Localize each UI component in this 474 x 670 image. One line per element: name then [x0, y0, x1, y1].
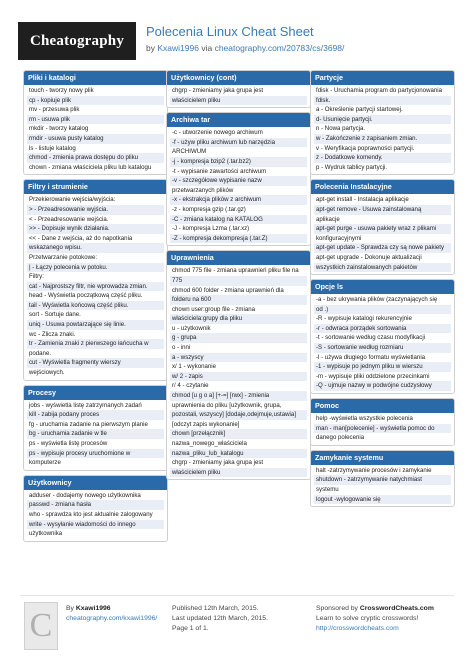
cheat-line: wskazanego wpisu. [27, 243, 164, 253]
cheat-line: Przekierowanie wejścia/wyjścia: [29, 196, 116, 204]
section-filtry-i-strumienie [23, 179, 168, 380]
section-title: Procesy [24, 386, 167, 400]
cheat-line: chmod [u g o a] [+-=] [rwx] - zmienia [170, 391, 307, 401]
cheat-line: > - Przeadresowanie wyjścia. [27, 205, 164, 215]
cheat-line: nazwa_nowego_właściciela [172, 440, 247, 447]
cheat-line: użytkownika [29, 530, 63, 538]
section-body [311, 465, 454, 506]
cheat-line: -a - bez ukrywania plików (zaczynających się [316, 296, 438, 304]
byline [146, 43, 344, 53]
section-body [24, 400, 167, 470]
section-title: Pliki i katalogi [24, 71, 167, 85]
section-body [24, 194, 167, 379]
cheat-line: -x - ekstrakcja plików z archiwum [170, 195, 307, 205]
cheat-line: -j - kompresja bzip2 (.tar.bz2) [170, 157, 307, 167]
by-prefix: by [146, 43, 155, 53]
cheat-line: tr - Zamienia znaki z pierwszego łańcucha w [27, 339, 164, 349]
cheat-line: z - Dodatkowe komendy. [314, 153, 451, 163]
cheat-line: cat - Najprostszy filtr, nie wprowadza zmian. [27, 282, 164, 292]
cheat-line: -C - zmiana katalog na KATALOG [170, 215, 307, 225]
sponsor-prefix: Sponsored by [316, 605, 358, 612]
section-body [167, 265, 310, 479]
cheat-line: kill - zabija podany proces [27, 410, 164, 420]
cheat-line: -t - sortowanie według czasu modyfikacji [316, 334, 426, 342]
cheat-line: od .) [314, 305, 451, 315]
cheat-line: adduser - dodajemy nowego użytkownika [29, 491, 141, 499]
footer-author-link[interactable]: cheatography.com/kxawi1996/ [66, 615, 158, 622]
cheat-line: wejściowych. [29, 369, 65, 377]
cheat-line: u - użytkownik [172, 324, 211, 332]
section-title: Filtry i strumienie [24, 180, 167, 194]
cheat-line: fdisk - Uruchamia program do partycjonowania [316, 87, 442, 94]
section-title: Uprawnienia [167, 251, 310, 265]
cheat-line: chown [przełącznik] [170, 429, 307, 439]
section-title: Partycje [311, 71, 454, 85]
cheat-line: -Q - ujmuje nazwy w podwójne cudzysłowy [314, 381, 451, 391]
section-opcje-ls [310, 279, 455, 394]
cheat-line: write - wysyłanie wiadomości do innego [27, 520, 164, 530]
cheat-line: -v - szczegółowe wypisanie nazw [170, 176, 307, 186]
cheat-line: właścicielem pliku [170, 96, 307, 106]
footer-sponsor-block [316, 604, 434, 634]
cheat-line: apt-get update - Sprawdza czy są nowe pakiety [314, 243, 451, 253]
cheat-line: chmod 775 file - zmiana uprawnień pliku file na [172, 267, 299, 275]
section-body [311, 194, 454, 274]
cheat-line: jobs - wyświetla listę zatrzymanych zadań [29, 401, 142, 409]
cheat-line: a - Określenie partycji startowej. [316, 106, 403, 114]
section-body [311, 294, 454, 393]
section-title: Użytkownicy (cont) [167, 71, 310, 85]
section-uzytkownicy-cont [166, 70, 311, 108]
cheat-line: ps - wypisuje procesy uruchomione w [27, 449, 164, 459]
author-avatar[interactable]: C [24, 602, 58, 650]
section-title: Zamykanie systemu [311, 451, 454, 465]
cheat-line: 775 [170, 276, 307, 286]
cheat-line: -l - używa długiego formatu wyświetlania [316, 353, 426, 361]
cheat-line: komputerze [29, 459, 61, 467]
cheat-line: folderu na 600 [170, 295, 307, 305]
cheat-line: w/ 2 - zapis [170, 372, 307, 382]
page-footer [20, 595, 454, 655]
page-title: Polecenia Linux Cheat Sheet [146, 24, 314, 39]
cheat-line: < - Przeadresowanie wejścia. [29, 215, 109, 223]
sheet-url-link[interactable]: cheatography.com/20783/cs/3698/ [214, 43, 345, 53]
cheat-line: | - Łączy polecenia w potoku. [27, 263, 164, 273]
footer-dates-block [172, 604, 268, 634]
cheat-line: head - Wyświetla początkową część pliku. [29, 292, 143, 300]
cheat-line: shutdown - zatrzymywanie natychmiast [314, 475, 451, 485]
via-text: via [201, 43, 213, 53]
cheat-line: -J - kompresja Lzma (.tar.xz) [172, 225, 250, 233]
cheat-line: apt-get purge - usuwa pakiety wraz z plikami [314, 224, 451, 234]
section-uzytkownicy [23, 475, 168, 542]
cheat-line: -z - kompresja gzip (.tar.gz) [172, 205, 246, 213]
cheat-line: a - wszyscy [170, 353, 307, 363]
sponsor-tagline: Learn to solve cryptic crosswords! [316, 615, 419, 622]
cheat-line: d- Usunięcie partycji. [314, 115, 451, 125]
cheat-line: touch - tworzy nowy plik [29, 87, 94, 94]
sponsor-link[interactable]: http://crosswordcheats.com [316, 625, 399, 632]
cheat-line: -R - wypisuje katalogi rekurencyjnie [316, 315, 412, 323]
cheat-line: -c - utworzenie nowego archiwum [172, 129, 263, 137]
cheat-line: -f - używ pliku archiwum lub narzędzia [170, 138, 307, 148]
cheat-line: Przetwarzanie potokowe: [29, 253, 98, 261]
cheat-line: aplikacje [316, 215, 340, 223]
section-body [167, 127, 310, 245]
column-3 [310, 70, 455, 511]
cheat-line: mv - przesuwa plik [29, 106, 80, 114]
section-body [24, 85, 167, 174]
cheat-line: uniq - Usuwa powtarzające się linie. [27, 320, 164, 330]
cheat-line: x/ 1 - wykonanie [172, 363, 217, 371]
cheat-line: bg - uruchamia zadanie w tle [27, 429, 164, 439]
section-pomoc [310, 398, 455, 446]
cheat-line: ls - listuje katalog [29, 144, 76, 152]
cheat-line: n - Nowa partycja. [316, 125, 366, 133]
cheat-line: tail - Wyświetla końcową część pliku. [27, 301, 164, 311]
section-title: Polecenia Instalacyjne [311, 180, 454, 194]
cheat-line: właścicielem pliku [170, 468, 307, 478]
cheat-line: rmdir - usuwa pusty katalog [27, 134, 164, 144]
cheat-line: r/ 4 - czytanie [172, 382, 209, 390]
cheat-line: o - inni [172, 344, 191, 352]
section-body [167, 85, 310, 107]
column-1 [23, 70, 168, 546]
cheat-line: cp - kopiuje plik [27, 96, 164, 106]
sponsor-name: CrosswordCheats.com [359, 605, 434, 612]
cheat-line: cut - Wyświetla fragmenty wierszy [27, 358, 164, 368]
section-partycje [310, 70, 455, 175]
section-polecenia-instalacyjne [310, 179, 455, 275]
cheat-line: podane. [29, 349, 52, 357]
cheat-line: >> - Dopisuje wynik działania. [27, 224, 164, 234]
cheat-line: ps - wyświetla listę procesów [29, 440, 108, 447]
section-body [311, 413, 454, 445]
cheat-line: halt -zatrzymywanie procesów i zamykanie [316, 466, 432, 474]
cheat-line: -Z - kompresja dekompresja (.tar.Z) [170, 234, 307, 244]
cheat-line: apt-get remove - Usuwa zainstalowaną [314, 205, 451, 215]
cheat-line: właściciela:grupy dla pliku [170, 314, 307, 324]
cheat-line: -m - wypisuje pliki oddzielone przecinkami [316, 372, 430, 380]
cheat-line: man - man[polecenie] - wyświetla pomoc do [314, 424, 451, 434]
cheat-line: nazwa_pliku_lub_katalogu [170, 449, 307, 459]
column-2 [166, 70, 311, 484]
footer-author-name: Kxawi1996 [75, 605, 111, 612]
section-zamykanie-systemu [310, 450, 455, 507]
cheat-line: -1 - wypisuje po jednym pliku w wierszu [314, 362, 451, 372]
cheat-line: chgrp - zmieniamy jaka grupa jest [172, 87, 264, 94]
cheat-line: fdisk. [314, 96, 451, 106]
section-title: Użytkownicy [24, 476, 167, 490]
cheat-line: uprawnienia do pliku [użytkownik, grupa, [172, 401, 282, 409]
cheat-line: apt-get install - Instalacja aplikacje [316, 196, 409, 204]
cheat-line: chmod 600 folder - zmiana uprawnień dla [172, 286, 284, 294]
published-date: Published 12th March, 2015. [172, 605, 259, 612]
cheat-line: help -wyświetla wszystkie polecenia [316, 415, 413, 423]
section-title: Archiwa tar [167, 113, 310, 127]
cheat-line: przetwarzanych plików [172, 186, 234, 194]
cheat-line: << - Dane z wejścia, aż do napotkania [29, 234, 133, 242]
footer-author-block [66, 604, 157, 624]
cheat-line: chgrp - zmieniamy jaka grupa jest [172, 459, 264, 467]
section-body [311, 85, 454, 174]
cheat-line: w - Zakończenie z zapisaniem zmian. [314, 134, 451, 144]
cheat-line: p - Wydruk tablicy partycji. [316, 163, 388, 171]
cheat-line: sort - Sortuje dane. [29, 311, 81, 319]
section-uprawnienia [166, 250, 311, 480]
cheat-line: wc - Zlicza znaki. [29, 330, 76, 338]
cheat-line: -S - sortowanie według rozmiaru [314, 343, 451, 353]
author-link[interactable]: Kxawi1996 [157, 43, 199, 53]
cheat-line: fg - uruchamia zadanie na pierwszym planie [29, 420, 148, 428]
footer-by-prefix: By [66, 605, 74, 612]
updated-date: Last updated 12th March, 2015. [172, 615, 268, 622]
cheat-line: chown user:group file - zmiana [172, 305, 255, 313]
cheat-line: passwd - zmiana hasła [27, 500, 164, 510]
cheat-line: systemu [316, 486, 339, 493]
cheat-line: who - sprawdza kto jest aktualnie zalogowany [29, 510, 153, 518]
cheat-line: Filtry: [29, 273, 44, 281]
cheat-line: danego polecenia [316, 434, 365, 442]
section-body [24, 490, 167, 541]
cheatography-logo[interactable]: Cheatography [18, 22, 136, 60]
cheat-line: chown - zmiana właściciela pliku lub katalogu [29, 163, 152, 171]
section-procesy [23, 385, 168, 471]
cheat-line: ARCHIWUM [172, 148, 207, 156]
section-title: Pomoc [311, 399, 454, 413]
section-title: Opcje ls [311, 280, 454, 294]
cheat-line: pozostali, wszyscy] [dodaje,odejmuje,ustawia] [170, 410, 307, 420]
cheat-line: apt-get upgrade - Dokonuje aktualizacji [316, 253, 422, 261]
cheat-line: v - Weryfikacja poprawności partycji. [316, 144, 415, 152]
page-header [10, 18, 464, 64]
cheat-line: logout -wylogowanie się [314, 495, 451, 505]
cheat-line: mkdir - tworzy katalog [29, 125, 89, 133]
section-pliki-i-katalogi [23, 70, 168, 175]
cheat-line: -r - odwraca porządek sortowania [314, 324, 451, 334]
cheat-line: wszystkich zainstalowanych pakietów [314, 263, 451, 273]
cheat-line: chmod - zmienia prawa dostępu do pliku [27, 153, 164, 163]
section-archiwa-tar [166, 112, 311, 246]
cheat-line: rm - usuwa plik [27, 115, 164, 125]
cheat-line: g - grupa [170, 333, 307, 343]
cheat-line: [odczyt zapis wykonanie] [172, 420, 240, 428]
cheat-line: konfiguracyjnymi [316, 234, 362, 242]
cheat-line: -t - wypisanie zawartości archiwum [172, 167, 267, 175]
page-count: Page 1 of 1. [172, 625, 209, 632]
